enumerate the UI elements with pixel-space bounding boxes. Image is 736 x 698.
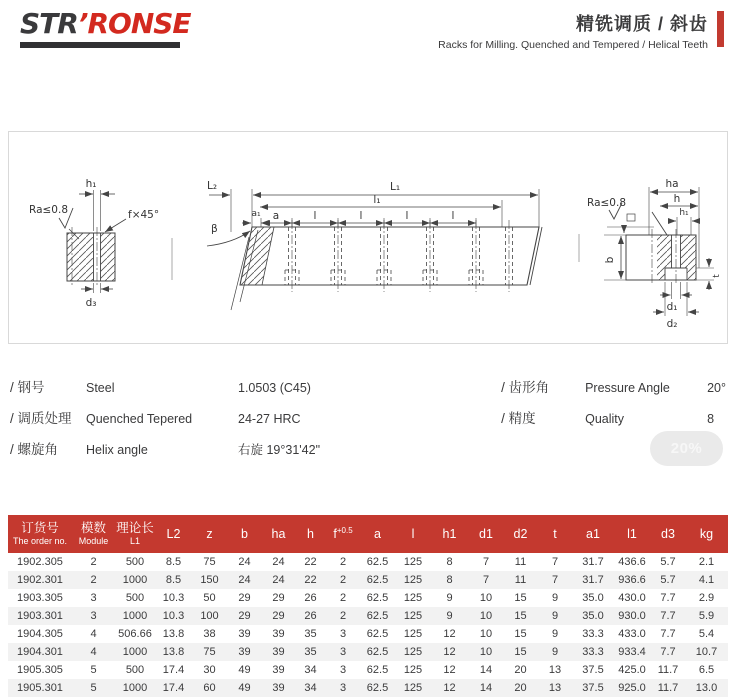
dim-label-l-2: l xyxy=(359,210,363,222)
spec-label-en: Pressure Angle xyxy=(585,381,670,395)
cell-h1: 12 xyxy=(443,628,456,640)
watermark-pill xyxy=(650,431,723,466)
cell-kg: 10.7 xyxy=(695,646,718,658)
spec-row-heat-treatment xyxy=(10,407,501,427)
cell-module: 4 xyxy=(90,628,97,640)
cell-l: 125 xyxy=(403,610,423,622)
cell-ha: 39 xyxy=(272,646,285,658)
cell-z: 75 xyxy=(203,646,216,658)
spec-value: 1.0503 (C45) xyxy=(238,381,311,395)
cell-b: 29 xyxy=(238,610,251,622)
col-header-b: b xyxy=(227,515,262,553)
cell-kg: 4.1 xyxy=(698,574,715,586)
spec-column-left xyxy=(10,376,501,469)
cell-module: 5 xyxy=(90,682,97,694)
cell-l: 125 xyxy=(403,592,423,604)
cell-f: 3 xyxy=(339,664,347,676)
cell-d1: 14 xyxy=(479,664,493,676)
cell-kg: 2.9 xyxy=(698,592,715,604)
cell-d3: 7.7 xyxy=(660,628,676,640)
cell-d1: 7 xyxy=(482,556,490,568)
technical-drawing-box xyxy=(8,131,728,344)
cell-z: 30 xyxy=(203,664,216,676)
cell-a: 62.5 xyxy=(366,664,389,676)
cell-ha: 24 xyxy=(272,574,285,586)
cell-d3: 5.7 xyxy=(660,556,676,568)
dim-label-l-4: l xyxy=(451,210,455,222)
cell-l1-theoretical: 1000 xyxy=(122,574,148,586)
dim-label-b: b xyxy=(604,256,616,264)
cell-d1: 10 xyxy=(479,610,493,622)
cell-l2: 8.5 xyxy=(165,556,182,568)
cell-z: 60 xyxy=(203,682,216,694)
spec-label-zh: / 调质处理 xyxy=(10,411,72,426)
spec-row-steel xyxy=(10,376,501,396)
cell-kg: 5.4 xyxy=(698,628,715,640)
title-block xyxy=(438,10,724,51)
cell-a: 62.5 xyxy=(366,628,389,640)
spec-label-en: Helix angle xyxy=(86,443,148,457)
cell-l1-theoretical: 500 xyxy=(125,592,145,604)
dim-label-ra-right: Ra≤0.8 xyxy=(587,197,626,209)
table-row xyxy=(8,571,728,589)
cell-d1: 14 xyxy=(479,682,493,694)
cell-l2: 13.8 xyxy=(162,628,185,640)
cell-l1: 433.0 xyxy=(618,628,646,640)
cell-ha: 39 xyxy=(272,682,285,694)
col-header-l1: l1 xyxy=(613,515,651,553)
cell-a1: 33.3 xyxy=(582,646,604,658)
cell-d1: 7 xyxy=(482,574,490,586)
col-header-module: 模数 Module xyxy=(72,515,115,553)
cell-module: 2 xyxy=(90,556,97,568)
cell-module: 4 xyxy=(90,646,97,658)
spec-row-helix-angle xyxy=(10,438,501,458)
cell-kg: 6.5 xyxy=(698,664,715,676)
dim-label-f45: f×45° xyxy=(128,209,160,221)
spec-table xyxy=(8,515,728,697)
spec-table-head xyxy=(8,515,728,553)
title-accent-bar xyxy=(717,11,724,47)
col-header-order-no: 订货号 The order no. xyxy=(8,515,72,553)
cell-f: 3 xyxy=(339,682,347,694)
cell-l1-theoretical: 1000 xyxy=(122,646,148,658)
cell-z: 50 xyxy=(203,592,216,604)
col-header-ha: ha xyxy=(262,515,295,553)
col-header-t: t xyxy=(537,515,573,553)
cell-kg: 5.9 xyxy=(698,610,715,622)
dim-label-L1: L₁ xyxy=(389,181,401,193)
dim-label-ra-left: Ra≤0.8 xyxy=(29,204,68,216)
cell-kg: 13.0 xyxy=(695,682,718,694)
cell-a: 62.5 xyxy=(366,556,389,568)
col-header-l2: L2 xyxy=(155,515,192,553)
cell-t: 9 xyxy=(551,592,559,604)
cell-d1: 10 xyxy=(479,628,493,640)
dim-label-L2: L₂ xyxy=(207,180,218,192)
cell-a1: 31.7 xyxy=(582,556,604,568)
logo-part-str: STR xyxy=(20,7,78,40)
cell-h1: 8 xyxy=(446,556,453,568)
dim-label-d1: d₁ xyxy=(666,301,678,313)
cell-d3: 11.7 xyxy=(657,682,679,694)
cell-l1: 936.6 xyxy=(618,574,646,586)
spec-label-en: Quenched Tepered xyxy=(86,412,193,426)
cell-l: 125 xyxy=(403,574,423,586)
col-header-h: h xyxy=(295,515,326,553)
cell-d2: 20 xyxy=(514,682,527,694)
cell-b: 24 xyxy=(238,556,251,568)
brand-logo xyxy=(20,7,191,48)
spec-value: 8 xyxy=(707,412,715,426)
cell-h1: 12 xyxy=(443,646,456,658)
spec-label-en: Quality xyxy=(585,412,624,426)
cell-t: 9 xyxy=(551,646,559,658)
page-title-zh: 精铣调质 / 斜齿 xyxy=(575,14,708,34)
spec-row-quality xyxy=(501,407,726,427)
cell-a1: 31.7 xyxy=(582,574,604,586)
spec-label-zh: / 螺旋角 xyxy=(10,442,59,457)
col-header-d1: d1 xyxy=(468,515,504,553)
cell-t: 13 xyxy=(548,664,562,676)
dim-label-h: h xyxy=(673,193,681,205)
col-header-d2: d2 xyxy=(504,515,537,553)
spec-value: 右旋 19°31'42" xyxy=(238,443,321,457)
cell-d3: 5.7 xyxy=(660,574,676,586)
table-row xyxy=(8,553,728,571)
dim-label-t: t xyxy=(712,274,722,278)
spec-label-en: Steel xyxy=(86,381,115,395)
watermark-text: 20% xyxy=(670,440,703,457)
cell-l1: 925.0 xyxy=(618,682,646,694)
col-header-f: $f^{+0.5}$ xyxy=(326,515,360,553)
dim-label-a: a xyxy=(272,210,280,222)
cell-module: 3 xyxy=(90,592,97,604)
cell-l1: 425.0 xyxy=(618,664,646,676)
cell-kg: 2.1 xyxy=(698,556,715,568)
col-header-kg: kg xyxy=(685,515,728,553)
spec-label-zh: / 齿形角 xyxy=(501,380,550,395)
cell-f: 2 xyxy=(339,610,347,622)
cell-b: 39 xyxy=(238,628,251,640)
dim-label-d2: d₂ xyxy=(666,318,678,330)
cell-module: 3 xyxy=(90,610,97,622)
table-row xyxy=(8,589,728,607)
cell-f: 3 xyxy=(339,628,347,640)
cell-module: 5 xyxy=(90,664,97,676)
spec-label-zh: / 钢号 xyxy=(10,380,45,395)
cell-l2: 10.3 xyxy=(162,610,185,622)
cell-order-no: 1904.301 xyxy=(17,646,63,658)
dim-label-h1: h₁ xyxy=(85,178,97,190)
cell-ha: 29 xyxy=(272,610,285,622)
table-row xyxy=(8,661,728,679)
cell-l1-theoretical: 506.66 xyxy=(118,628,152,640)
cell-f: 2 xyxy=(339,574,347,586)
cell-h1: 12 xyxy=(443,664,456,676)
brand-logo-text xyxy=(20,7,191,40)
cell-h: 26 xyxy=(304,592,317,604)
cell-a1: 35.0 xyxy=(582,610,604,622)
cell-t: 7 xyxy=(551,574,559,586)
col-header-l: l xyxy=(395,515,431,553)
cell-h: 34 xyxy=(304,664,317,676)
cell-d1: 10 xyxy=(479,592,493,604)
cell-l2: 8.5 xyxy=(165,574,182,586)
cell-l2: 13.8 xyxy=(162,646,185,658)
cell-h: 22 xyxy=(304,556,317,568)
cell-d2: 15 xyxy=(514,610,527,622)
cell-ha: 39 xyxy=(272,664,285,676)
cell-l1: 930.0 xyxy=(618,610,646,622)
spec-value: 24-27 HRC xyxy=(238,412,301,426)
cell-h: 26 xyxy=(304,610,317,622)
logo-part-ronse: RONSE xyxy=(87,7,191,40)
cell-f: 2 xyxy=(339,556,347,568)
cell-order-no: 1904.305 xyxy=(17,628,63,640)
cell-l: 125 xyxy=(403,682,423,694)
cell-z: 38 xyxy=(203,628,216,640)
spec-row-pressure-angle xyxy=(501,376,726,396)
cell-l: 125 xyxy=(403,556,423,568)
cell-order-no: 1903.305 xyxy=(17,592,63,604)
cell-l2: 17.4 xyxy=(162,664,185,676)
cell-b: 49 xyxy=(238,664,251,676)
cell-l2: 10.3 xyxy=(162,592,185,604)
cell-l1-theoretical: 1000 xyxy=(122,682,148,694)
col-header-z: z xyxy=(192,515,227,553)
cell-h1: 12 xyxy=(443,682,456,694)
dim-label-l1: l₁ xyxy=(373,194,381,206)
cell-d2: 15 xyxy=(514,592,527,604)
dim-label-h1-right: h₁ xyxy=(679,208,689,218)
cell-l: 125 xyxy=(403,628,423,640)
cell-order-no: 1905.301 xyxy=(17,682,63,694)
cell-h1: 8 xyxy=(446,574,453,586)
cell-t: 9 xyxy=(551,610,559,622)
cell-a1: 35.0 xyxy=(582,592,604,604)
cell-d2: 11 xyxy=(514,556,527,568)
cell-b: 29 xyxy=(238,592,251,604)
cell-order-no: 1902.301 xyxy=(17,574,63,586)
page-title-en: Racks for Milling. Quenched and Tempered / Helical Teeth xyxy=(438,39,708,51)
cell-d2: 20 xyxy=(514,664,527,676)
cell-l1: 933.4 xyxy=(618,646,646,658)
cell-l: 125 xyxy=(403,646,423,658)
cell-t: 7 xyxy=(551,556,559,568)
cell-l1: 430.0 xyxy=(618,592,646,604)
cell-f: 2 xyxy=(339,592,347,604)
cell-d3: 11.7 xyxy=(657,664,679,676)
cell-a: 62.5 xyxy=(366,610,389,622)
cell-a1: 37.5 xyxy=(582,664,604,676)
cell-d2: 11 xyxy=(514,574,527,586)
cell-z: 150 xyxy=(200,574,219,586)
table-row xyxy=(8,607,728,625)
cell-order-no: 1902.305 xyxy=(17,556,63,568)
dim-label-beta: β xyxy=(211,223,218,235)
cell-h: 34 xyxy=(304,682,317,694)
table-row xyxy=(8,643,728,661)
cell-z: 100 xyxy=(200,610,219,622)
cell-ha: 29 xyxy=(272,592,285,604)
cell-l1-theoretical: 500 xyxy=(125,556,145,568)
col-header-l1-theoretical: 理论长 L1 xyxy=(115,515,155,553)
cell-d2: 15 xyxy=(514,628,527,640)
cell-h: 22 xyxy=(304,574,317,586)
dim-label-ha: ha xyxy=(665,178,679,190)
rack-side-view xyxy=(207,180,542,310)
spec-label-zh: / 精度 xyxy=(501,411,536,426)
cell-t: 9 xyxy=(551,628,559,640)
col-header-d3: d3 xyxy=(651,515,685,553)
cell-a1: 33.3 xyxy=(582,628,604,640)
dim-label-a1: a₁ xyxy=(251,209,261,219)
cell-b: 49 xyxy=(238,682,251,694)
dim-label-d3: d₃ xyxy=(85,297,97,309)
cell-d3: 7.7 xyxy=(660,610,676,622)
cell-l1-theoretical: 500 xyxy=(125,664,145,676)
cell-l1: 436.6 xyxy=(618,556,646,568)
cell-b: 24 xyxy=(238,574,251,586)
table-row xyxy=(8,625,728,643)
cell-order-no: 1905.305 xyxy=(17,664,63,676)
cell-d2: 15 xyxy=(514,646,527,658)
col-header-a1: a1 xyxy=(573,515,613,553)
cell-d1: 10 xyxy=(479,646,493,658)
cell-z: 75 xyxy=(203,556,216,568)
cell-a: 62.5 xyxy=(366,682,389,694)
cell-l2: 17.4 xyxy=(162,682,185,694)
cell-ha: 39 xyxy=(272,628,285,640)
cell-d3: 7.7 xyxy=(660,646,676,658)
cell-module: 2 xyxy=(90,574,97,586)
spec-section xyxy=(0,376,736,469)
cell-a: 62.5 xyxy=(366,574,389,586)
logo-underline-bar xyxy=(20,42,180,48)
cell-a: 62.5 xyxy=(366,592,389,604)
spec-value: 20° xyxy=(707,381,726,395)
col-header-a: a xyxy=(360,515,395,553)
col-header-h1: h1 xyxy=(431,515,468,553)
cell-h: 35 xyxy=(304,646,317,658)
cell-h1: 9 xyxy=(446,610,453,622)
cell-f: 3 xyxy=(339,646,347,658)
cell-d3: 7.7 xyxy=(660,592,676,604)
cell-l1-theoretical: 1000 xyxy=(122,610,148,622)
cell-l: 125 xyxy=(403,664,423,676)
cell-a1: 37.5 xyxy=(582,682,604,694)
cell-b: 39 xyxy=(238,646,251,658)
cell-order-no: 1903.301 xyxy=(17,610,63,622)
technical-drawing xyxy=(9,132,727,343)
spec-table-body xyxy=(8,553,728,697)
right-section-view xyxy=(587,178,722,330)
cell-a: 62.5 xyxy=(366,646,389,658)
dim-label-l-1: l xyxy=(313,210,317,222)
dim-label-l-3: l xyxy=(405,210,409,222)
left-section-view xyxy=(29,178,159,309)
cell-h: 35 xyxy=(304,628,317,640)
header-row xyxy=(8,515,728,553)
cell-t: 13 xyxy=(548,682,562,694)
table-row xyxy=(8,679,728,697)
logo-apostrophe: ’ xyxy=(77,7,88,40)
cell-ha: 24 xyxy=(272,556,285,568)
page-header xyxy=(0,0,736,51)
cell-h1: 9 xyxy=(446,592,453,604)
